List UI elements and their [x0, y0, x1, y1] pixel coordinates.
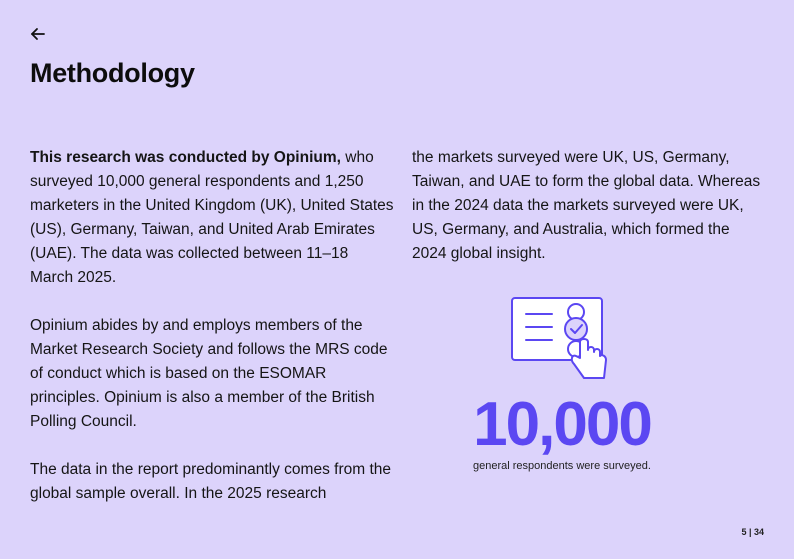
body-column-left — [30, 146, 395, 530]
page-title: Methodology — [30, 58, 195, 88]
intro-bold-text: This research was conducted by Opinium, — [30, 149, 341, 166]
paragraph-sample: The data in the report predominantly comes from the global sample overall. In the 2025 research — [30, 461, 391, 502]
stat-caption: general respondents were surveyed. — [473, 460, 651, 472]
intro-text: who surveyed 10,000 general respondents and 1,250 marketers in the United Kingdom (UK), United States (US), Germany, Taiwan, and United Arab Emirates (UAE). The data was collected between 11–18 March 2025. — [30, 149, 394, 286]
paragraph-standards: Opinium abides by and employs members of the Market Research Society and follows the MRS code of conduct which is based on the ESOMAR principles. Opinium is also a member of the British Polling Council. — [30, 317, 388, 430]
survey-checklist-icon — [508, 294, 612, 386]
stat-number: 10,000 — [473, 390, 651, 459]
body-column-right — [412, 146, 762, 290]
paragraph-intro — [30, 146, 395, 290]
back-arrow-icon[interactable] — [28, 24, 48, 44]
page-number: 5 | 34 — [741, 527, 764, 537]
paragraph-markets: the markets surveyed were UK, US, Germany, Taiwan, and UAE to form the global data. Whereas in the 2024 data the markets surveyed were UK, US, Germany, and Australia, which formed the 2024 global insight. — [412, 149, 761, 262]
